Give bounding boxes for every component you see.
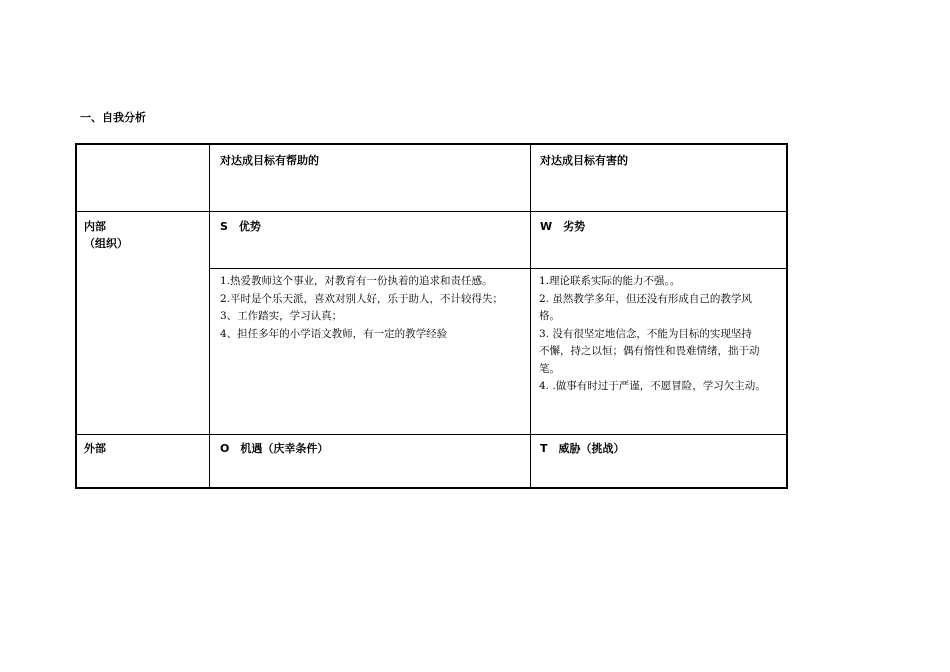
- header-helpful: 对达成目标有帮助的: [220, 154, 319, 167]
- weakness-item: 4. .做事有时过于严谨，不愿冒险，学习欠主动。: [539, 380, 766, 392]
- row-internal-line1: 内部: [84, 220, 106, 233]
- threats-title: T 威胁（挑战）: [540, 442, 625, 455]
- strength-item: 4、担任多年的小学语文教师，有一定的教学经验: [220, 327, 448, 340]
- strengths-title: S 优势: [220, 220, 261, 233]
- strengths-list: [220, 273, 503, 343]
- weaknesses-list: [539, 273, 766, 396]
- strength-item: 3、工作踏实，学习认真；: [220, 310, 343, 322]
- header-harmful: 对达成目标有害的: [540, 154, 628, 167]
- weakness-item: 2. 虽然教学多年，但还没有形成自己的教学风: [539, 292, 752, 305]
- weakness-item: 格。: [539, 310, 560, 322]
- weakness-item: 笔。: [539, 362, 560, 375]
- col-divider-1: [209, 145, 210, 489]
- weaknesses-title: W 劣势: [540, 220, 586, 233]
- strength-item: 1.热爱教师这个事业，对教育有一份执着的追求和责任感。: [220, 275, 493, 287]
- strength-item: 2.平时是个乐天派，喜欢对别人好，乐于助人，不计较得失；: [220, 292, 504, 305]
- weakness-item: 不懈，持之以恒；偶有惰性和畏难情绪，拙于动: [539, 345, 760, 357]
- col-divider-2: [530, 145, 531, 487]
- opportunities-title: O 机遇（庆幸条件）: [220, 442, 329, 455]
- swot-table: [75, 143, 788, 489]
- weakness-item: 1.理论联系实际的能力不强。。: [539, 275, 681, 287]
- weakness-item: 3. 没有很坚定地信念，不能为目标的实现坚持: [539, 327, 752, 340]
- row-divider-3: [77, 434, 786, 435]
- row-internal-line2: （组织）: [84, 237, 128, 250]
- row-divider-1: [77, 211, 786, 212]
- row-divider-2: [210, 268, 786, 269]
- row-internal-label: [84, 218, 128, 252]
- row-external-label: 外部: [84, 442, 106, 455]
- section-title: 一、自我分析: [80, 111, 146, 124]
